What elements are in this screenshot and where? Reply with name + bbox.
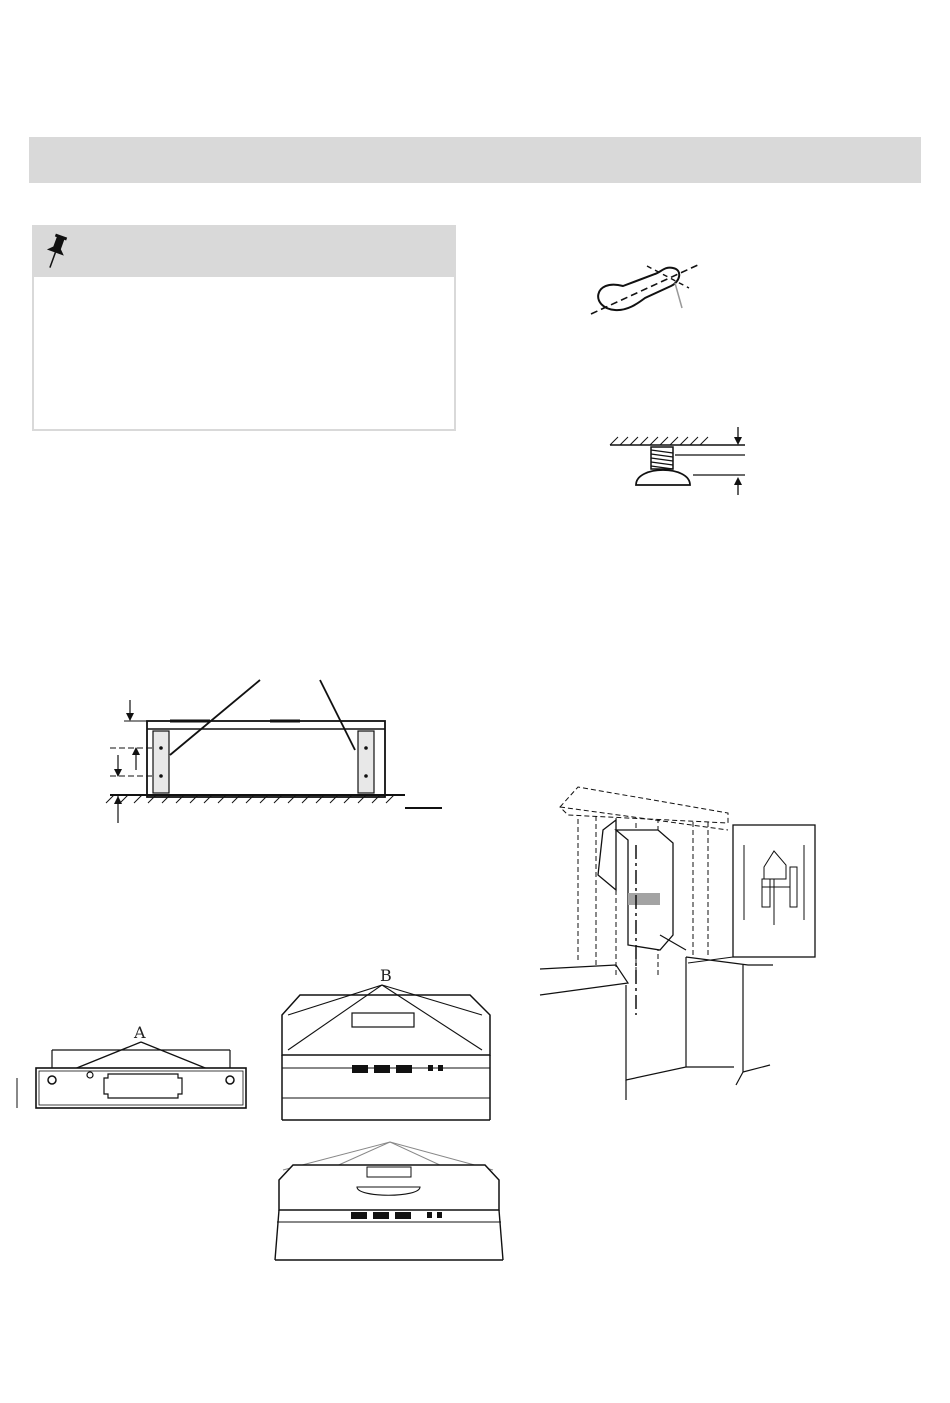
label-a: A [134, 1023, 146, 1042]
label-b: B [380, 966, 392, 985]
pushpin-icon [42, 231, 72, 273]
hood-rear-figure-a [14, 1022, 254, 1112]
hood-top-figure-b [270, 965, 500, 1125]
cabinet-duct-figure [538, 785, 838, 1105]
keyhole-slot-figure [585, 258, 725, 338]
hood-top-figure-lower [265, 1140, 505, 1265]
section-header-bar [29, 137, 921, 183]
note-box [32, 225, 456, 431]
note-header [34, 227, 454, 277]
screw-gap-figure [605, 425, 765, 505]
wall-blocking-figure [100, 675, 450, 825]
